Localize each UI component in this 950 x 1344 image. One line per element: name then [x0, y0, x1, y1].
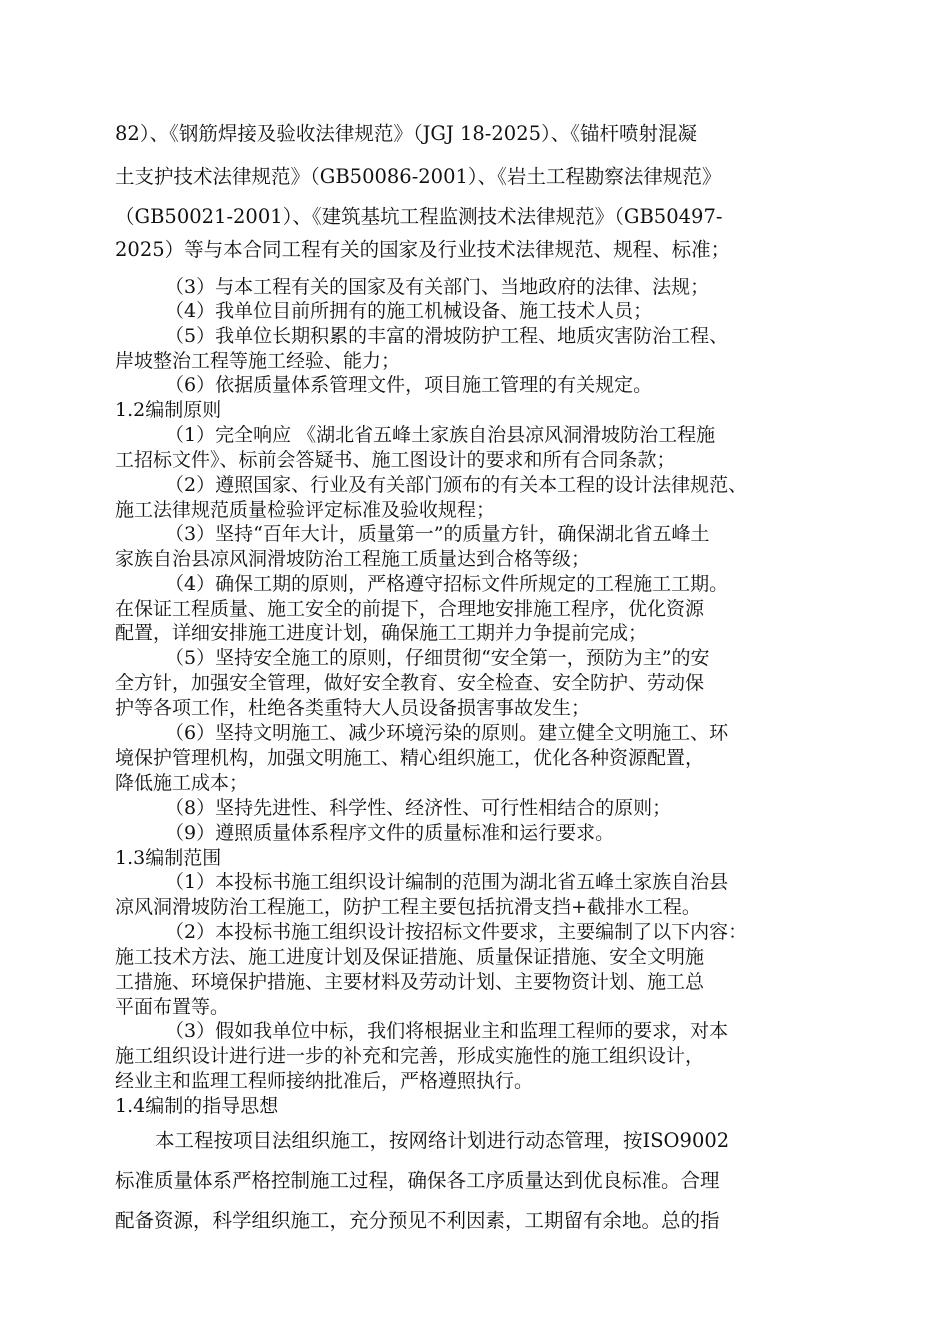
section-heading: 1.2编制原则: [115, 399, 222, 421]
text-line: （4）确保工期的原则，严格遵守招标文件所规定的工程施工工期。: [165, 573, 729, 595]
text-line: （3）假如我单位中标，我们将根据业主和监理工程师的要求，对本: [165, 1020, 729, 1042]
text-line: （2）遵照国家、行业及有关部门颁布的有关本工程的设计法律规范、: [165, 474, 748, 496]
text-line: 平面布置等。: [115, 996, 230, 1018]
text-line: 配置，详细安排施工进度计划，确保施工工期并力争提前完成；: [115, 622, 648, 644]
text-line: 施工法律规范质量检验评定标准及验收规程；: [115, 499, 496, 521]
text-line: 凉风洞滑坡防治工程施工，防护工程主要包括抗滑支挡+截排水工程。: [115, 896, 701, 918]
text-line: （2）本投标书施工组织设计按招标文件要求，主要编制了以下内容：: [165, 921, 748, 943]
text-line: 降低施工成本；: [115, 772, 249, 794]
text-line: 本工程按项目法组织施工，按网络计划进行动态管理，按ISO9002: [155, 1129, 730, 1152]
text-line: （6）坚持文明施工、减少环境污染的原则。建立健全文明施工、环: [165, 722, 729, 744]
text-line: （8）坚持先进性、科学性、经济性、可行性相结合的原则；: [165, 797, 672, 819]
text-line: （5）我单位长期积累的丰富的滑坡防护工程、地质灾害防治工程、: [165, 325, 729, 347]
text-line: （9）遵照质量体系程序文件的质量标准和运行要求。: [165, 822, 615, 844]
text-line: 标准质量体系严格控制施工过程，确保各工序质量达到优良标准。合理: [115, 1169, 720, 1192]
text-line: （6）依据质量体系管理文件，项目施工管理的有关规定。: [165, 374, 653, 396]
text-line: 土支护技术法律规范》（GB50086-2001）、《岩土工程勘察法律规范》: [115, 165, 722, 188]
text-line: 配备资源，科学组织施工，充分预见不利因素，工期留有余地。总的指: [115, 1209, 720, 1232]
text-line: 经业主和监理工程师接纳批准后，严格遵照执行。: [115, 1070, 534, 1092]
text-line: （5）坚持安全施工的原则，仔细贯彻“安全第一，预防为主”的安: [165, 647, 710, 669]
text-line: 2025）等与本合同工程有关的国家及行业技术法律规范、规程、标准；: [115, 238, 731, 261]
text-line: （3）与本工程有关的国家及有关部门、当地政府的法律、法规；: [165, 276, 710, 298]
section-heading: 1.4编制的指导思想: [115, 1095, 279, 1117]
text-line: 全方针，加强安全管理，做好安全教育、安全检查、安全防护、劳动保: [115, 672, 705, 694]
text-line: 施工技术方法、施工进度计划及保证措施、质量保证措施、安全文明施: [115, 946, 705, 968]
text-line: （1）本投标书施工组织设计编制的范围为湖北省五峰土家族自治县: [165, 871, 729, 893]
text-line: 岸坡整治工程等施工经验、能力；: [115, 350, 401, 372]
text-line: 工招标文件》、标前会答疑书、施工图设计的要求和所有合同条款；: [115, 449, 676, 471]
text-line: 施工组织设计进行进一步的补充和完善，形成实施性的施工组织设计，: [115, 1045, 705, 1067]
text-line: （GB50021-2001）、《建筑基坑工程监测技术法律规范》（GB50497-: [115, 205, 723, 228]
text-line: 家族自治县凉风洞滑坡防治工程施工质量达到合格等级；: [115, 548, 591, 570]
text-line: （3）坚持“百年大计，质量第一”的质量方针，确保湖北省五峰土: [165, 523, 710, 545]
section-heading: 1.3编制范围: [115, 847, 222, 869]
text-line: 在保证工程质量、施工安全的前提下，合理地安排施工程序，优化资源: [115, 598, 705, 620]
text-line: 82）、《钢筋焊接及验收法律规范》（JGJ 18-2025）、《锚杆喷射混凝: [115, 122, 698, 145]
text-line: （1）完全响应 《湖北省五峰土家族自治县凉风洞滑坡防治工程施: [165, 424, 716, 446]
text-line: （4）我单位目前所拥有的施工机械设备、施工技术人员；: [165, 300, 653, 322]
text-line: 工措施、环境保护措施、主要材料及劳动计划、主要物资计划、施工总: [115, 971, 705, 993]
text-line: 护等各项工作，杜绝各类重特大人员设备损害事故发生；: [115, 697, 591, 719]
text-line: 境保护管理机构，加强文明施工、精心组织施工，优化各种资源配置，: [115, 747, 705, 769]
